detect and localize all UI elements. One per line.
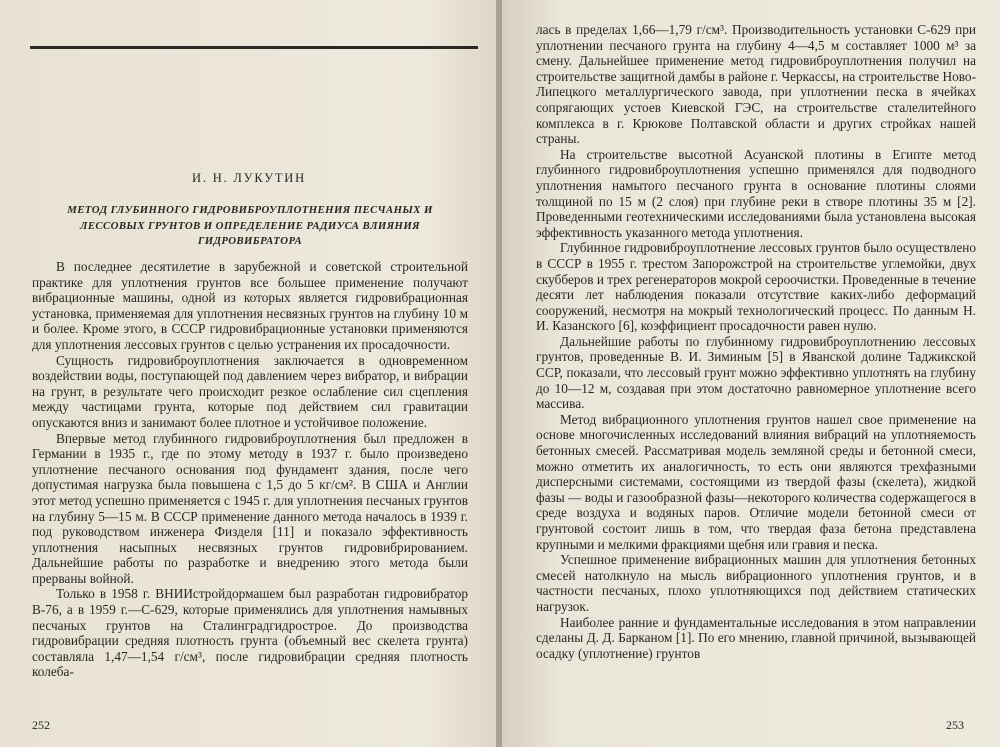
left-page xyxy=(0,0,498,747)
paragraph: Только в 1958 г. ВНИИстройдормашем был разработан гидровибратор В-76, а в 1959 г.—С-629, которые применялись для уплотнения намывных песчаных грунтов на Сталинградгидрострое. До производства гидровибрации средняя плотность грунта (объемный вес скелета грунта) составляла 1,47—1,54 г/см³, после гидровибрации средняя плотность колеба- xyxy=(32,586,468,680)
paragraph: Глубинное гидровиброуплотнение лессовых грунтов было осуществлено в СССР в 1955 г. трестом Запорожстрой на строительстве углемойки, двух скубберов и трех регенераторов мокрой сероочистки. Проведенные в течение десяти лет наблюдения показали отсутствие каких-либо деформаций сооружений, несмотря на мокрый технологический процесс. По данным Н. И. Казанского [6], коэффициент просадочности равен нулю. xyxy=(536,240,976,334)
article-author: И. Н. ЛУКУТИН xyxy=(192,171,306,185)
page-number: 253 xyxy=(946,718,964,732)
article-title: МЕТОД ГЛУБИННОГО ГИДРОВИБРОУПЛОТНЕНИЯ ПЕСЧАНЫХ И ЛЕССОВЫХ ГРУНТОВ И ОПРЕДЕЛЕНИЕ РАДИУСА ВЛИЯНИЯ ГИДРОВИБРАТОРА xyxy=(67,204,433,247)
paragraph: На строительстве высотной Асуанской плотины в Египте метод глубинного гидровиброуплотнения успешно применялся для подводного уплотнения намытого песчаного грунта в основание плотины слоями толщиной по 15 м (2 слоя) при глубине реки в створе плотины 35 м [2]. Проведенными геотехническими исследованиями была установлена высокая эффективность указанного метода уплотнения. xyxy=(536,146,976,240)
header-rule xyxy=(30,46,478,49)
right-page xyxy=(502,0,1000,747)
paragraph: В последнее десятилетие в зарубежной и советской строительной практике для уплотнения грунтов все большее применение получают вибрационные машины, одной из которых является гидровибрационная установка, применяемая для уплотнения несвязных грунтов на глубину 10 м и более. Кроме этого, в СССР гидровибрационные установки применяются для уплотнения лессовых грунтов с целью устранения их просадочности. xyxy=(32,259,468,352)
left-body xyxy=(32,259,468,680)
paragraph: Метод вибрационного уплотнения грунтов нашел свое применение на основе многочисленных исследований влияния вибраций на уплотняемость бетонных смесей. Рассматривая модель земляной среды и бетонной смеси, можно отметить их аналогичность, то есть они являются трехфазными дисперсными системами, состоящими из твердой фазы (скелета), жидкой фазы — воды и газообразной фазы—некоторого количества содержащегося в среде воздуха и водяных паров. Отличие модели бетонной смеси от грунтовой состоит лишь в том, что твердая фаза бетона представлена крупными и мелкими фракциями щебня или гравия и песка. xyxy=(536,411,976,552)
paragraph: Успешное применение вибрационных машин для уплотнения бетонных смесей натолкнуло на мысль вибрационного уплотнения грунтов, и в частности песчаных, плохо уплотняющихся под действием статических нагрузок. xyxy=(536,552,976,614)
right-body xyxy=(536,22,976,661)
paragraph: Впервые метод глубинного гидровиброуплотнения был предложен в Германии в 1935 г., где по этому методу в 1937 г. было произведено уплотнение песчаного основания под фундамент здания, после чего допустимая нагрузка была повышена с 1,5 до 5 кг/см². В США и Англии этот метод успешно применяется с 1945 г. для уплотнения песчаных грунтов на глубину 5—15 м. В СССР применение данного метода началось в 1939 г. под руководством инженера Физделя [11] и показало эффективность уплотнения насыпных несвязных грунтов гидровибрированием. Дальнейшие работы по разработке и внедрению этого метода были прерваны войной. xyxy=(32,430,468,586)
page-number: 252 xyxy=(32,718,50,732)
paragraph: лась в пределах 1,66—1,79 г/см³. Производительность установки С-629 при уплотнении песчаного грунта на глубину 4—4,5 м составляет 1000 м³ за смену. Дальнейшее применение метод гидровиброуплотнения получил на строительстве защитной дамбы в районе г. Черкассы, на строительстве Ново-Липецкого металлургического завода, при уплотнении песка в ячейках сопрягающих устоев Киевской ГЭС, на строительстве сталелитейного комплекса в г. Крюкове Полтавской области и других стройках нашей страны. xyxy=(536,22,976,147)
paragraph: Наиболее ранние и фундаментальные исследования в этом направлении сделаны Д. Д. Барканом [1]. По его мнению, главной причиной, вызывающей осадку (уплотнение) грунтов xyxy=(536,614,976,661)
paragraph: Дальнейшие работы по глубинному гидровиброуплотнению лессовых грунтов, проведенные В. И. Зиминым [5] в Яванской долине Таджикской ССР, показали, что лессовый грунт можно эффективно уплотнять на глубину до 10—12 м, создавая при этом достаточно равномерное уплотнение всего массива. xyxy=(536,333,976,412)
paragraph: Сущность гидровиброуплотнения заключается в одновременном воздействии воды, поступающей под давлением через вибратор, и вибрации на грунт, в результате чего происходит резкое ослабление сил сцепления между частицами грунта, которые под действием сил гравитации опускаются вниз и занимают более плотное и устойчивое положение. xyxy=(32,352,468,430)
